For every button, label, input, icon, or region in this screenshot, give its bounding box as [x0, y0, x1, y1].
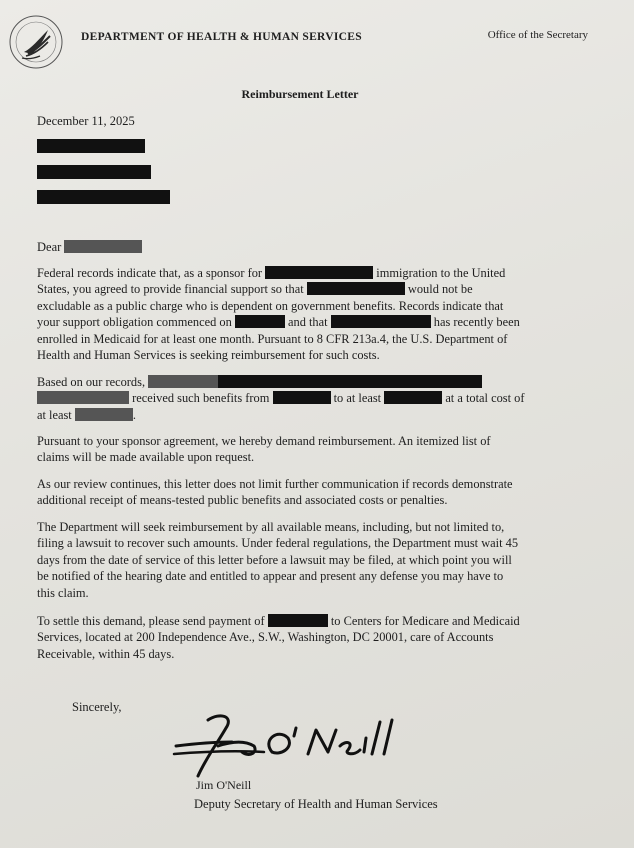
text: Based on our records, — [37, 375, 146, 389]
redaction — [235, 315, 285, 328]
text: filing a lawsuit to recover such amounts. Under federal regulations, the Department must wait 45 — [37, 536, 519, 551]
text: and that — [288, 315, 328, 330]
text: enrolled in Medicaid for at least one month. Pursuant to 8 CFR 213a.4, the U.S. Department of — [37, 331, 508, 346]
letter-date: December 11, 2025 — [37, 114, 135, 128]
text: To settle this demand, please send payment of — [37, 614, 265, 628]
text: Receivable, within 45 days. — [37, 646, 175, 661]
text: States, you agreed to provide financial support so that — [37, 282, 304, 297]
hhs-eagle-seal-icon — [8, 14, 64, 70]
text: your support obligation commenced on — [37, 315, 232, 330]
text: As our review continues, this letter does not limit further communication if records demonstrate — [37, 477, 513, 491]
text: days from the date of service of this letter before a lawsuit may be filed, at which point you will — [37, 552, 512, 567]
text: has recently been — [433, 315, 520, 330]
text: this claim. — [37, 585, 89, 600]
text: Federal records indicate that, as a sponsor for — [37, 266, 263, 280]
office-name: Office of the Secretary — [487, 29, 588, 41]
redaction — [273, 391, 331, 404]
redaction — [218, 375, 482, 388]
signer-name: Jim O'Neill — [196, 778, 252, 792]
redaction — [148, 375, 218, 388]
paragraph-4 — [37, 476, 565, 509]
letter-title: Reimbursement Letter — [241, 87, 359, 101]
text: at a total cost of — [445, 391, 525, 406]
signer-title: Deputy Secretary of Health and Human Services — [194, 797, 438, 811]
redacted-address-line — [37, 165, 151, 179]
text: Health and Human Services is seeking reimbursement for such costs. — [37, 348, 380, 363]
text: received such benefits from — [132, 391, 270, 406]
redaction — [265, 266, 373, 279]
text: The Department will seek reimbursement by all available means, including, but not limited to, — [37, 520, 505, 534]
redaction — [37, 391, 129, 404]
redacted-address-line — [37, 190, 170, 204]
redaction — [384, 391, 442, 404]
closing: Sincerely, — [72, 700, 122, 714]
text: excludable as a public charge who is dependent on government benefits. Records indicate that — [37, 298, 504, 313]
redaction — [64, 240, 142, 253]
text: Pursuant to your sponsor agreement, we hereby demand reimbursement. An itemized list of — [37, 434, 491, 448]
salutation-text: Dear — [37, 240, 62, 254]
paragraph-6 — [37, 613, 565, 662]
paragraph-2: Based on our records, received such benefits from to at least at a total cost of at least . — [37, 375, 525, 422]
redaction — [268, 614, 328, 627]
redaction — [331, 315, 431, 328]
text: at least — [37, 407, 72, 422]
text: be notified of the hearing date and entitled to appear and present any defense you may have to — [37, 569, 504, 584]
paragraph-3 — [37, 433, 565, 466]
department-name: DEPARTMENT OF HEALTH & HUMAN SERVICES — [81, 31, 362, 43]
paragraph-1 — [37, 265, 565, 363]
text: would not be — [407, 282, 473, 297]
text: claims will be made available upon request. — [37, 450, 255, 465]
paragraph-5 — [37, 519, 565, 601]
redacted-address-line — [37, 139, 145, 153]
text: to Centers for Medicare and Medicaid — [330, 614, 520, 628]
redaction — [307, 282, 405, 295]
text: to at least — [333, 391, 382, 406]
salutation — [37, 240, 142, 255]
text: immigration to the United — [376, 266, 506, 280]
text: Services, located at 200 Independence Ave., S.W., Washington, DC 20001, care of Accounts — [37, 630, 494, 645]
handwritten-signature — [168, 706, 438, 788]
text: additional receipt of means-tested public benefits and associated costs or penalties. — [37, 493, 448, 508]
redaction — [75, 408, 133, 421]
